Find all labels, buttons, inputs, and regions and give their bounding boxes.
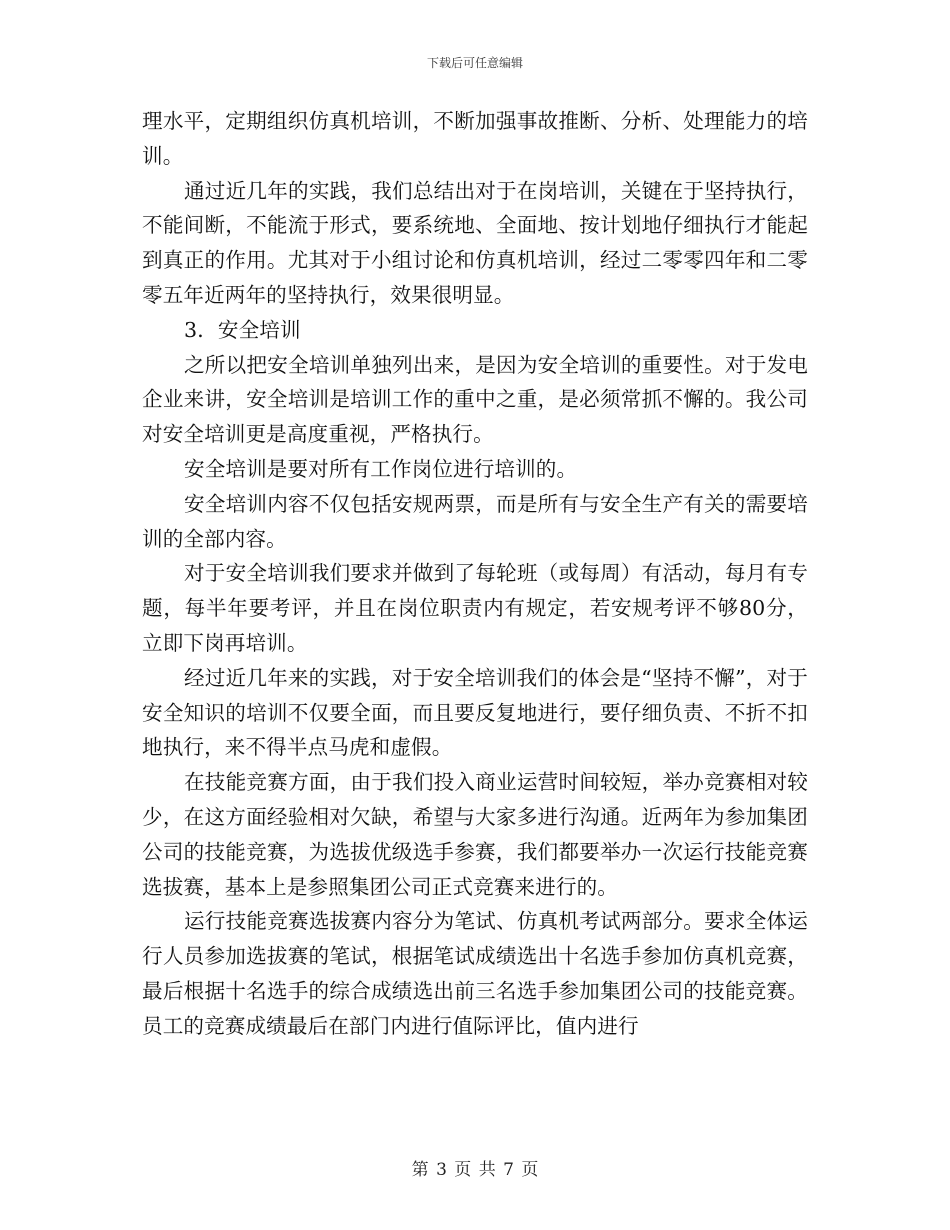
page-footer: 第 3 页 共 7 页	[411, 1160, 539, 1180]
paragraph-4: 之所以把安全培训单独列出来，是因为安全培训的重要性。对于发电企业来讲，安全培训是培训工作的重中之重，是必须常抓不懈的。我公司对安全培训更是高度重视，严格执行。	[142, 352, 808, 447]
paragraph-5: 安全培训是要对所有工作岗位进行培训的。	[184, 456, 578, 481]
document-body	[142, 104, 808, 1044]
paragraph-10: 运行技能竞赛选拔赛内容分为笔试、仿真机考试两部分。要求全体运行人员参加选拔赛的笔试，根据笔试成绩选出十名选手参加仿真机竞赛，最后根据十名选手的综合成绩选出前三名选手参加集团公司的技能竞赛。员工的竞赛成绩最后在部门内进行值际评比，值内进行	[142, 909, 808, 1038]
paragraph-1: 理水平，定期组织仿真机培训，不断加强事故推断、分析、处理能力的培训。	[142, 109, 808, 168]
paragraph-8: 经过近几年来的实践，对于安全培训我们的体会是“坚持不懈”，对于安全知识的培训不仅要全面，而且要反复地进行，要仔细负责、不折不扣地执行，来不得半点马虎和虚假。	[142, 665, 808, 760]
paragraph-9: 在技能竞赛方面，由于我们投入商业运营时间较短，举办竞赛相对较少，在这方面经验相对欠缺，希望与大家多进行沟通。近两年为参加集团公司的技能竞赛，为选拔优级选手参赛，我们都要举办一次运行技能竞赛选拔赛，基本上是参照集团公司正式竞赛来进行的。	[142, 770, 808, 899]
paragraph-2: 通过近几年的实践，我们总结出对于在岗培训，关键在于坚持执行，不能间断，不能流于形式，要系统地、全面地、按计划地仔细执行才能起到真正的作用。尤其对于小组讨论和仿真机培训，经过二零零四年和二零零五年近两年的坚持执行，效果很明显。	[142, 178, 808, 307]
page-header: 下载后可任意编辑	[426, 56, 523, 70]
section-heading-safety-training: 3．安全培训	[184, 317, 301, 342]
paragraph-7: 对于安全培训我们要求并做到了每轮班（或每周）有活动，每月有专题，每半年要考评，并且在岗位职责内有规定，若安规考评不够80分，立即下岗再培训。	[142, 561, 808, 655]
paragraph-6: 安全培训内容不仅包括安规两票，而是所有与安全生产有关的需要培训的全部内容。	[142, 491, 808, 551]
